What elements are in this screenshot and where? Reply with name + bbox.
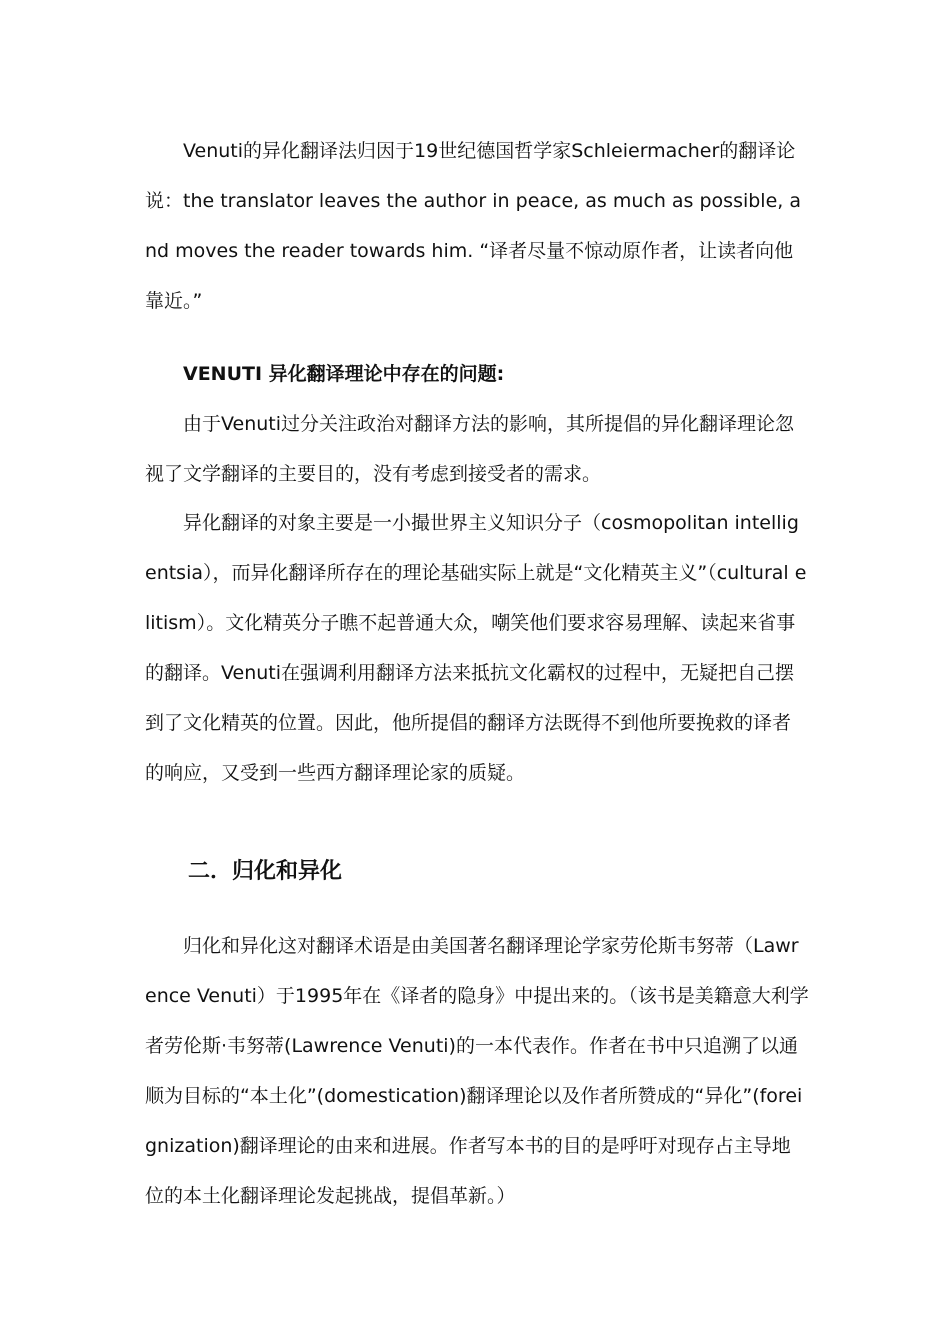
paragraph-political-focus: 由于Venuti过分关注政治对翻译方法的影响，其所提倡的异化翻译理论忽视了文学翻译的主要目的，没有考虑到接受者的需求。 — [145, 413, 795, 485]
paragraph-cultural-elitism: 异化翻译的对象主要是一小撮世界主义知识分子（cosmopolitan intelligentsia），而异化翻译所存在的理论基础实际上就是“文化精英主义”（cultural elitism）。文化精英分子瞧不起普通大众，嘲笑他们要求容易理解、读起来省事的翻译。Venuti在强调利用翻译方法来抵抗文化霸权的过程中，无疑把自己摆到了文化精英的位置。因此，他所提倡的翻译方法既得不到他所要挽救的译者的响应，又受到一些西方翻译理论家的质疑。 — [145, 512, 807, 784]
section-title-domestication-foreignization: 二．归化和异化 — [188, 859, 343, 884]
subheading-venuti-problems: VENUTI 异化翻译理论中存在的问题: — [183, 363, 505, 385]
paragraph-schleiermacher-quote: Venuti的异化翻译法归因于19世纪德国哲学家Schleiermacher的翻译论说：the translator leaves the author in peace, as much as possible, and moves the reader towards him. “译者尽量不惊动原作者，让读者向他靠近。” — [145, 140, 801, 312]
paragraph-term-origin: 归化和异化这对翻译术语是由美国著名翻译理论学家劳伦斯韦努蒂（Lawrence Venuti）于1995年在《译者的隐身》中提出来的。（该书是美籍意大利学者劳伦斯·韦努蒂(Lawrence Venuti)的一本代表作。作者在书中只追溯了以通顺为目标的“本土化”(domestication)翻译理论以及作者所赞成的“异化”(foreignization)翻译理论的由来和进展。作者写本书的目的是呼吁对现存占主导地位的本土化翻译理论发起挑战，提倡革新。） — [145, 935, 809, 1207]
